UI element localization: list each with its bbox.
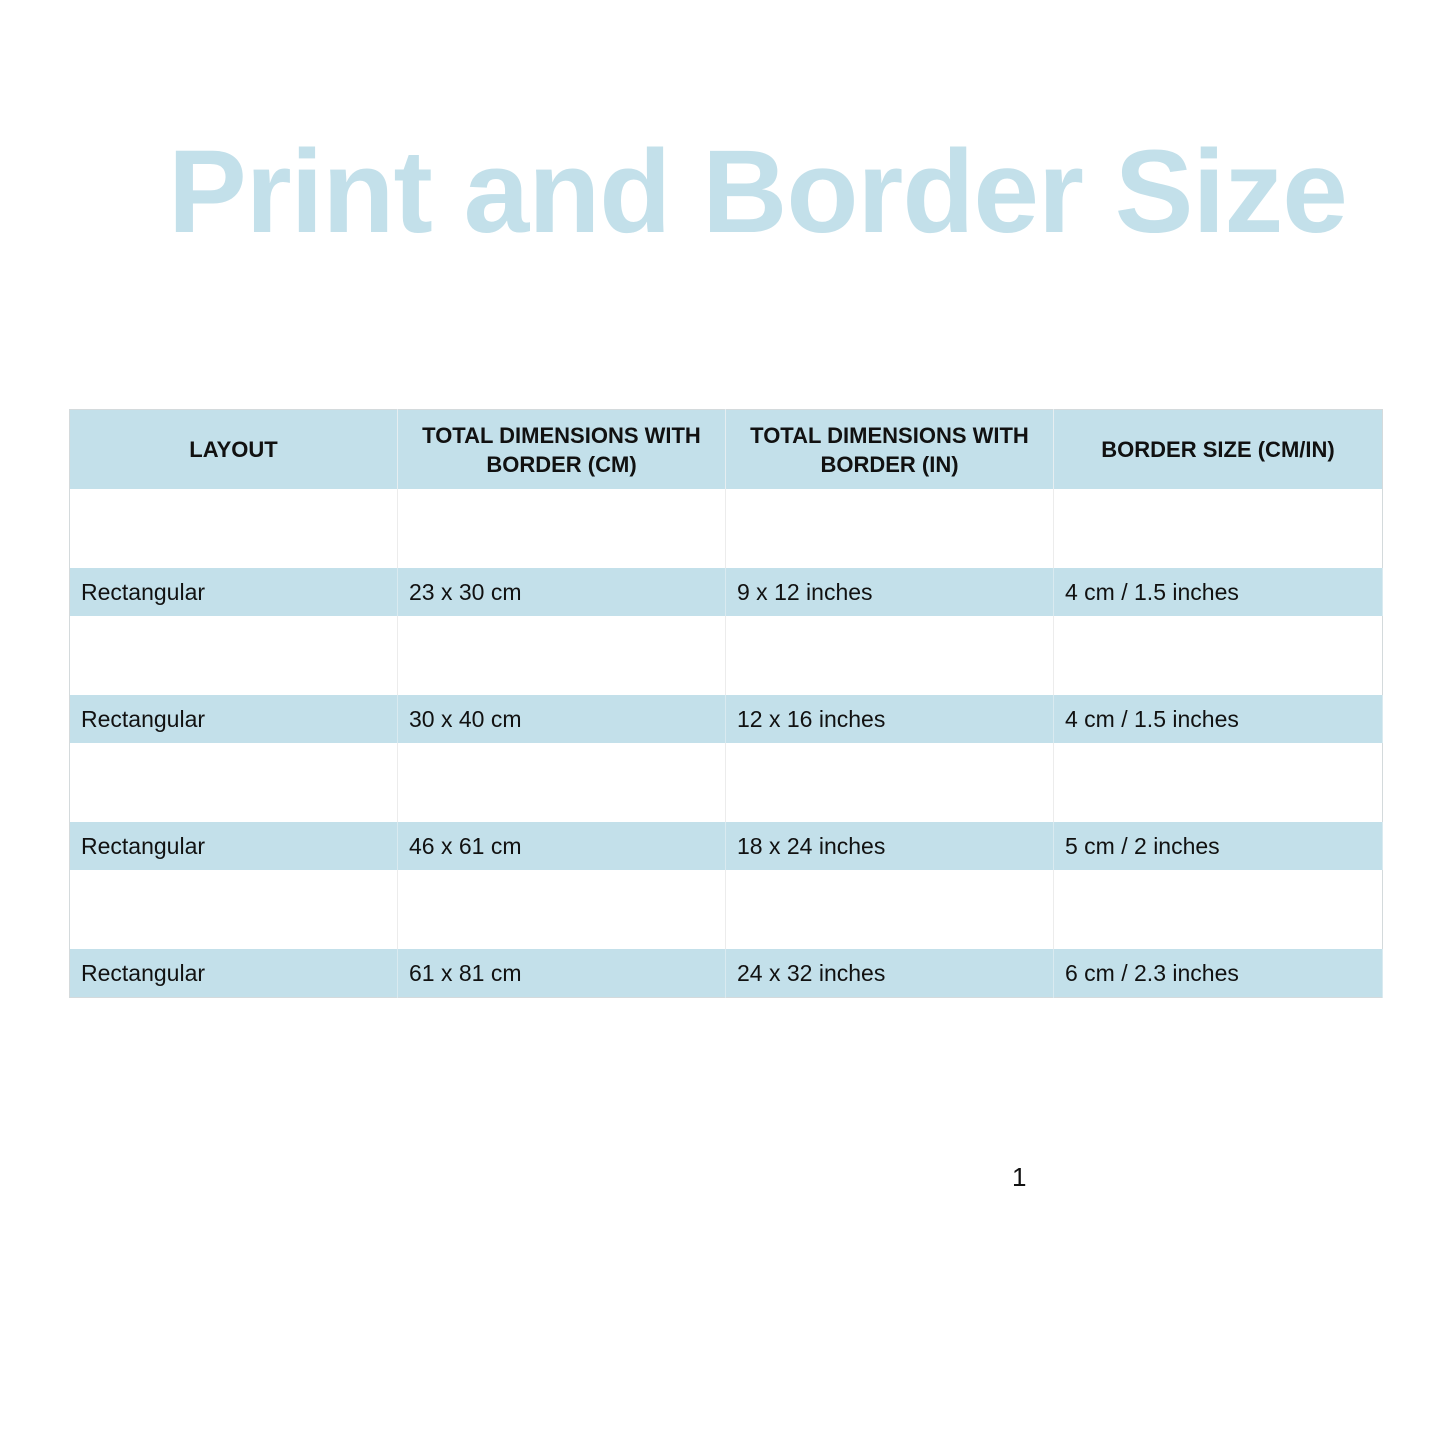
header-border-size: BORDER SIZE (CM/IN) [1054, 410, 1383, 490]
cell-dimensions-cm: 61 x 81 cm [398, 949, 726, 998]
cell-border-size: 6 cm / 2.3 inches [1054, 949, 1383, 998]
empty-cell [1054, 743, 1383, 822]
cell-dimensions-cm: 23 x 30 cm [398, 568, 726, 616]
cell-border-size: 4 cm / 1.5 inches [1054, 568, 1383, 616]
cell-dimensions-in: 18 x 24 inches [726, 822, 1054, 870]
table-header-row [70, 410, 1383, 490]
empty-cell [726, 616, 1054, 695]
cell-dimensions-in: 12 x 16 inches [726, 695, 1054, 743]
empty-cell [726, 489, 1054, 568]
cell-dimensions-cm: 46 x 61 cm [398, 822, 726, 870]
print-size-table [69, 409, 1383, 998]
table-row [70, 695, 1383, 743]
empty-cell [398, 743, 726, 822]
cell-layout: Rectangular [70, 822, 398, 870]
table-row [70, 822, 1383, 870]
empty-cell [398, 616, 726, 695]
empty-cell [398, 489, 726, 568]
empty-cell [1054, 616, 1383, 695]
empty-cell [1054, 489, 1383, 568]
spacer-row [70, 616, 1383, 695]
empty-cell [1054, 870, 1383, 949]
empty-cell [398, 870, 726, 949]
table-row [70, 568, 1383, 616]
cell-layout: Rectangular [70, 695, 398, 743]
cell-dimensions-in: 9 x 12 inches [726, 568, 1054, 616]
empty-cell [726, 870, 1054, 949]
header-total-dimensions-in: TOTAL DIMENSIONS WITH BORDER (IN) [726, 410, 1054, 490]
cell-dimensions-in: 24 x 32 inches [726, 949, 1054, 998]
empty-cell [70, 616, 398, 695]
empty-cell [70, 489, 398, 568]
spacer-row [70, 489, 1383, 568]
empty-cell [70, 870, 398, 949]
page-number: 1 [1012, 1162, 1027, 1192]
cell-border-size: 5 cm / 2 inches [1054, 822, 1383, 870]
cell-layout: Rectangular [70, 949, 398, 998]
page-title: Print and Border Size [168, 126, 1347, 258]
spacer-row [70, 743, 1383, 822]
table-row [70, 949, 1383, 998]
cell-dimensions-cm: 30 x 40 cm [398, 695, 726, 743]
spacer-row [70, 870, 1383, 949]
header-layout: LAYOUT [70, 410, 398, 490]
header-total-dimensions-cm: TOTAL DIMENSIONS WITH BORDER (CM) [398, 410, 726, 490]
empty-cell [70, 743, 398, 822]
empty-cell [726, 743, 1054, 822]
cell-border-size: 4 cm / 1.5 inches [1054, 695, 1383, 743]
cell-layout: Rectangular [70, 568, 398, 616]
